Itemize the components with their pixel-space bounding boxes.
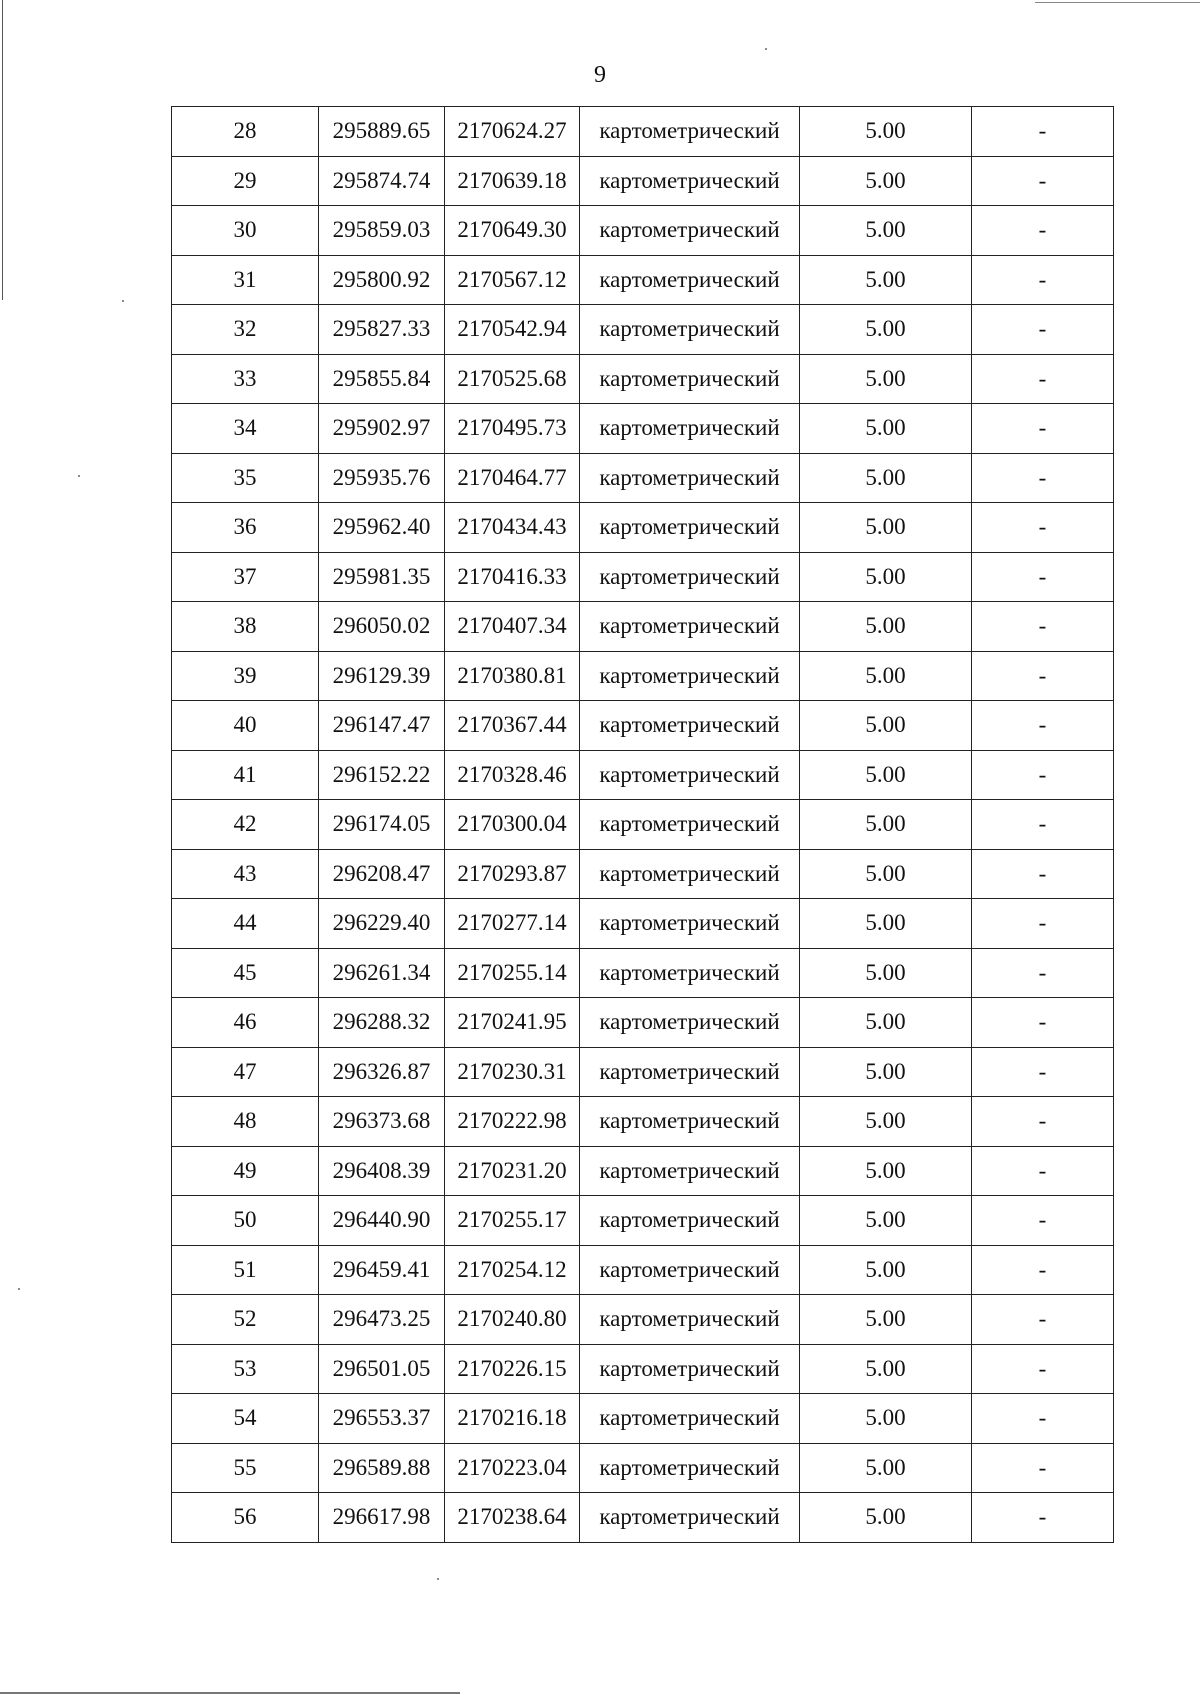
y-coordinate-cell: 2170624.27 (445, 107, 580, 157)
accuracy-cell: 5.00 (800, 1344, 972, 1394)
point-number-cell: 54 (172, 1394, 319, 1444)
point-number-cell: 42 (172, 800, 319, 850)
table-row (172, 1245, 1114, 1295)
point-number-cell: 35 (172, 453, 319, 503)
x-coordinate-cell: 296050.02 (319, 602, 445, 652)
table-row (172, 1344, 1114, 1394)
x-coordinate-cell: 296459.41 (319, 1245, 445, 1295)
accuracy-cell: 5.00 (800, 255, 972, 305)
y-coordinate-cell: 2170231.20 (445, 1146, 580, 1196)
method-cell: картометрический (580, 1245, 800, 1295)
x-coordinate-cell: 295859.03 (319, 206, 445, 256)
table-row (172, 453, 1114, 503)
x-coordinate-cell: 296326.87 (319, 1047, 445, 1097)
accuracy-cell: 5.00 (800, 602, 972, 652)
x-coordinate-cell: 296473.25 (319, 1295, 445, 1345)
y-coordinate-cell: 2170223.04 (445, 1443, 580, 1493)
x-coordinate-cell: 296174.05 (319, 800, 445, 850)
note-cell: - (972, 1047, 1114, 1097)
point-number-cell: 51 (172, 1245, 319, 1295)
point-number-cell: 33 (172, 354, 319, 404)
y-coordinate-cell: 2170293.87 (445, 849, 580, 899)
table-row (172, 701, 1114, 751)
note-cell: - (972, 1443, 1114, 1493)
note-cell: - (972, 354, 1114, 404)
method-cell: картометрический (580, 552, 800, 602)
accuracy-cell: 5.00 (800, 156, 972, 206)
accuracy-cell: 5.00 (800, 1493, 972, 1543)
x-coordinate-cell: 295800.92 (319, 255, 445, 305)
accuracy-cell: 5.00 (800, 701, 972, 751)
y-coordinate-cell: 2170222.98 (445, 1097, 580, 1147)
point-number-cell: 47 (172, 1047, 319, 1097)
table-row (172, 899, 1114, 949)
accuracy-cell: 5.00 (800, 1196, 972, 1246)
y-coordinate-cell: 2170525.68 (445, 354, 580, 404)
x-coordinate-cell: 296440.90 (319, 1196, 445, 1246)
point-number-cell: 45 (172, 948, 319, 998)
method-cell: картометрический (580, 701, 800, 751)
y-coordinate-cell: 2170434.43 (445, 503, 580, 553)
note-cell: - (972, 1196, 1114, 1246)
table-row (172, 800, 1114, 850)
accuracy-cell: 5.00 (800, 800, 972, 850)
y-coordinate-cell: 2170254.12 (445, 1245, 580, 1295)
note-cell: - (972, 651, 1114, 701)
method-cell: картометрический (580, 404, 800, 454)
accuracy-cell: 5.00 (800, 453, 972, 503)
method-cell: картометрический (580, 1493, 800, 1543)
point-number-cell: 46 (172, 998, 319, 1048)
y-coordinate-cell: 2170255.17 (445, 1196, 580, 1246)
note-cell: - (972, 552, 1114, 602)
x-coordinate-cell: 296553.37 (319, 1394, 445, 1444)
point-number-cell: 36 (172, 503, 319, 553)
accuracy-cell: 5.00 (800, 1394, 972, 1444)
note-cell: - (972, 1394, 1114, 1444)
note-cell: - (972, 206, 1114, 256)
x-coordinate-cell: 295889.65 (319, 107, 445, 157)
x-coordinate-cell: 295874.74 (319, 156, 445, 206)
note-cell: - (972, 453, 1114, 503)
table-row (172, 1443, 1114, 1493)
x-coordinate-cell: 296261.34 (319, 948, 445, 998)
note-cell: - (972, 1295, 1114, 1345)
method-cell: картометрический (580, 998, 800, 1048)
y-coordinate-cell: 2170367.44 (445, 701, 580, 751)
scan-speck (78, 475, 80, 477)
point-number-cell: 28 (172, 107, 319, 157)
point-number-cell: 38 (172, 602, 319, 652)
table-row (172, 1047, 1114, 1097)
table-row (172, 948, 1114, 998)
method-cell: картометрический (580, 1295, 800, 1345)
x-coordinate-cell: 296408.39 (319, 1146, 445, 1196)
method-cell: картометрический (580, 255, 800, 305)
accuracy-cell: 5.00 (800, 1097, 972, 1147)
note-cell: - (972, 800, 1114, 850)
x-coordinate-cell: 296288.32 (319, 998, 445, 1048)
x-coordinate-cell: 296152.22 (319, 750, 445, 800)
method-cell: картометрический (580, 206, 800, 256)
note-cell: - (972, 998, 1114, 1048)
table-row (172, 651, 1114, 701)
table-row (172, 1394, 1114, 1444)
point-number-cell: 40 (172, 701, 319, 751)
y-coordinate-cell: 2170407.34 (445, 602, 580, 652)
accuracy-cell: 5.00 (800, 849, 972, 899)
method-cell: картометрический (580, 948, 800, 998)
point-number-cell: 34 (172, 404, 319, 454)
method-cell: картометрический (580, 1443, 800, 1493)
coordinates-table-body (172, 107, 1114, 1543)
y-coordinate-cell: 2170416.33 (445, 552, 580, 602)
accuracy-cell: 5.00 (800, 651, 972, 701)
x-coordinate-cell: 296129.39 (319, 651, 445, 701)
x-coordinate-cell: 295962.40 (319, 503, 445, 553)
note-cell: - (972, 1344, 1114, 1394)
accuracy-cell: 5.00 (800, 1295, 972, 1345)
method-cell: картометрический (580, 1146, 800, 1196)
table-row (172, 602, 1114, 652)
x-coordinate-cell: 296147.47 (319, 701, 445, 751)
table-row (172, 750, 1114, 800)
note-cell: - (972, 701, 1114, 751)
point-number-cell: 56 (172, 1493, 319, 1543)
accuracy-cell: 5.00 (800, 750, 972, 800)
note-cell: - (972, 948, 1114, 998)
table-row (172, 206, 1114, 256)
point-number-cell: 31 (172, 255, 319, 305)
method-cell: картометрический (580, 800, 800, 850)
note-cell: - (972, 1146, 1114, 1196)
scan-speck (765, 48, 767, 50)
note-cell: - (972, 849, 1114, 899)
note-cell: - (972, 1097, 1114, 1147)
method-cell: картометрический (580, 849, 800, 899)
y-coordinate-cell: 2170230.31 (445, 1047, 580, 1097)
table-row (172, 156, 1114, 206)
accuracy-cell: 5.00 (800, 552, 972, 602)
table-row (172, 305, 1114, 355)
table-row (172, 552, 1114, 602)
point-number-cell: 49 (172, 1146, 319, 1196)
x-coordinate-cell: 295981.35 (319, 552, 445, 602)
method-cell: картометрический (580, 354, 800, 404)
y-coordinate-cell: 2170649.30 (445, 206, 580, 256)
table-row (172, 1493, 1114, 1543)
method-cell: картометрический (580, 156, 800, 206)
x-coordinate-cell: 296617.98 (319, 1493, 445, 1543)
y-coordinate-cell: 2170495.73 (445, 404, 580, 454)
point-number-cell: 52 (172, 1295, 319, 1345)
accuracy-cell: 5.00 (800, 107, 972, 157)
table-row (172, 1146, 1114, 1196)
method-cell: картометрический (580, 1097, 800, 1147)
method-cell: картометрический (580, 1047, 800, 1097)
accuracy-cell: 5.00 (800, 404, 972, 454)
coordinates-table (171, 106, 1114, 1543)
method-cell: картометрический (580, 503, 800, 553)
y-coordinate-cell: 2170240.80 (445, 1295, 580, 1345)
y-coordinate-cell: 2170639.18 (445, 156, 580, 206)
scan-speck (18, 1288, 20, 1290)
x-coordinate-cell: 295855.84 (319, 354, 445, 404)
y-coordinate-cell: 2170464.77 (445, 453, 580, 503)
accuracy-cell: 5.00 (800, 206, 972, 256)
y-coordinate-cell: 2170226.15 (445, 1344, 580, 1394)
note-cell: - (972, 503, 1114, 553)
table-row (172, 503, 1114, 553)
x-coordinate-cell: 296229.40 (319, 899, 445, 949)
accuracy-cell: 5.00 (800, 998, 972, 1048)
method-cell: картометрический (580, 453, 800, 503)
x-coordinate-cell: 296589.88 (319, 1443, 445, 1493)
accuracy-cell: 5.00 (800, 503, 972, 553)
method-cell: картометрический (580, 1394, 800, 1444)
note-cell: - (972, 156, 1114, 206)
note-cell: - (972, 602, 1114, 652)
point-number-cell: 30 (172, 206, 319, 256)
note-cell: - (972, 305, 1114, 355)
accuracy-cell: 5.00 (800, 305, 972, 355)
x-coordinate-cell: 295935.76 (319, 453, 445, 503)
accuracy-cell: 5.00 (800, 899, 972, 949)
x-coordinate-cell: 296208.47 (319, 849, 445, 899)
accuracy-cell: 5.00 (800, 1146, 972, 1196)
scan-edge-left (2, 0, 3, 300)
x-coordinate-cell: 296501.05 (319, 1344, 445, 1394)
point-number-cell: 50 (172, 1196, 319, 1246)
scan-edge-bottom (0, 1692, 460, 1694)
method-cell: картометрический (580, 1196, 800, 1246)
y-coordinate-cell: 2170216.18 (445, 1394, 580, 1444)
note-cell: - (972, 899, 1114, 949)
note-cell: - (972, 1245, 1114, 1295)
x-coordinate-cell: 295827.33 (319, 305, 445, 355)
note-cell: - (972, 255, 1114, 305)
table-row (172, 1295, 1114, 1345)
point-number-cell: 32 (172, 305, 319, 355)
point-number-cell: 41 (172, 750, 319, 800)
y-coordinate-cell: 2170238.64 (445, 1493, 580, 1543)
point-number-cell: 39 (172, 651, 319, 701)
point-number-cell: 44 (172, 899, 319, 949)
point-number-cell: 37 (172, 552, 319, 602)
method-cell: картометрический (580, 1344, 800, 1394)
point-number-cell: 29 (172, 156, 319, 206)
x-coordinate-cell: 296373.68 (319, 1097, 445, 1147)
note-cell: - (972, 750, 1114, 800)
y-coordinate-cell: 2170300.04 (445, 800, 580, 850)
method-cell: картометрический (580, 651, 800, 701)
y-coordinate-cell: 2170328.46 (445, 750, 580, 800)
table-row (172, 255, 1114, 305)
table-row (172, 998, 1114, 1048)
y-coordinate-cell: 2170255.14 (445, 948, 580, 998)
method-cell: картометрический (580, 305, 800, 355)
accuracy-cell: 5.00 (800, 354, 972, 404)
table-row (172, 107, 1114, 157)
y-coordinate-cell: 2170277.14 (445, 899, 580, 949)
y-coordinate-cell: 2170241.95 (445, 998, 580, 1048)
y-coordinate-cell: 2170567.12 (445, 255, 580, 305)
table-row (172, 354, 1114, 404)
scan-edge-top (1035, 2, 1200, 3)
method-cell: картометрический (580, 107, 800, 157)
point-number-cell: 48 (172, 1097, 319, 1147)
method-cell: картометрический (580, 750, 800, 800)
x-coordinate-cell: 295902.97 (319, 404, 445, 454)
note-cell: - (972, 1493, 1114, 1543)
point-number-cell: 55 (172, 1443, 319, 1493)
accuracy-cell: 5.00 (800, 1443, 972, 1493)
accuracy-cell: 5.00 (800, 1047, 972, 1097)
page-number: 9 (594, 62, 606, 88)
table-row (172, 404, 1114, 454)
note-cell: - (972, 107, 1114, 157)
method-cell: картометрический (580, 899, 800, 949)
point-number-cell: 53 (172, 1344, 319, 1394)
method-cell: картометрический (580, 602, 800, 652)
scan-speck (437, 1578, 439, 1580)
table-row (172, 1097, 1114, 1147)
accuracy-cell: 5.00 (800, 948, 972, 998)
y-coordinate-cell: 2170542.94 (445, 305, 580, 355)
point-number-cell: 43 (172, 849, 319, 899)
note-cell: - (972, 404, 1114, 454)
accuracy-cell: 5.00 (800, 1245, 972, 1295)
table-row (172, 849, 1114, 899)
table-row (172, 1196, 1114, 1246)
scan-speck (122, 300, 124, 302)
y-coordinate-cell: 2170380.81 (445, 651, 580, 701)
